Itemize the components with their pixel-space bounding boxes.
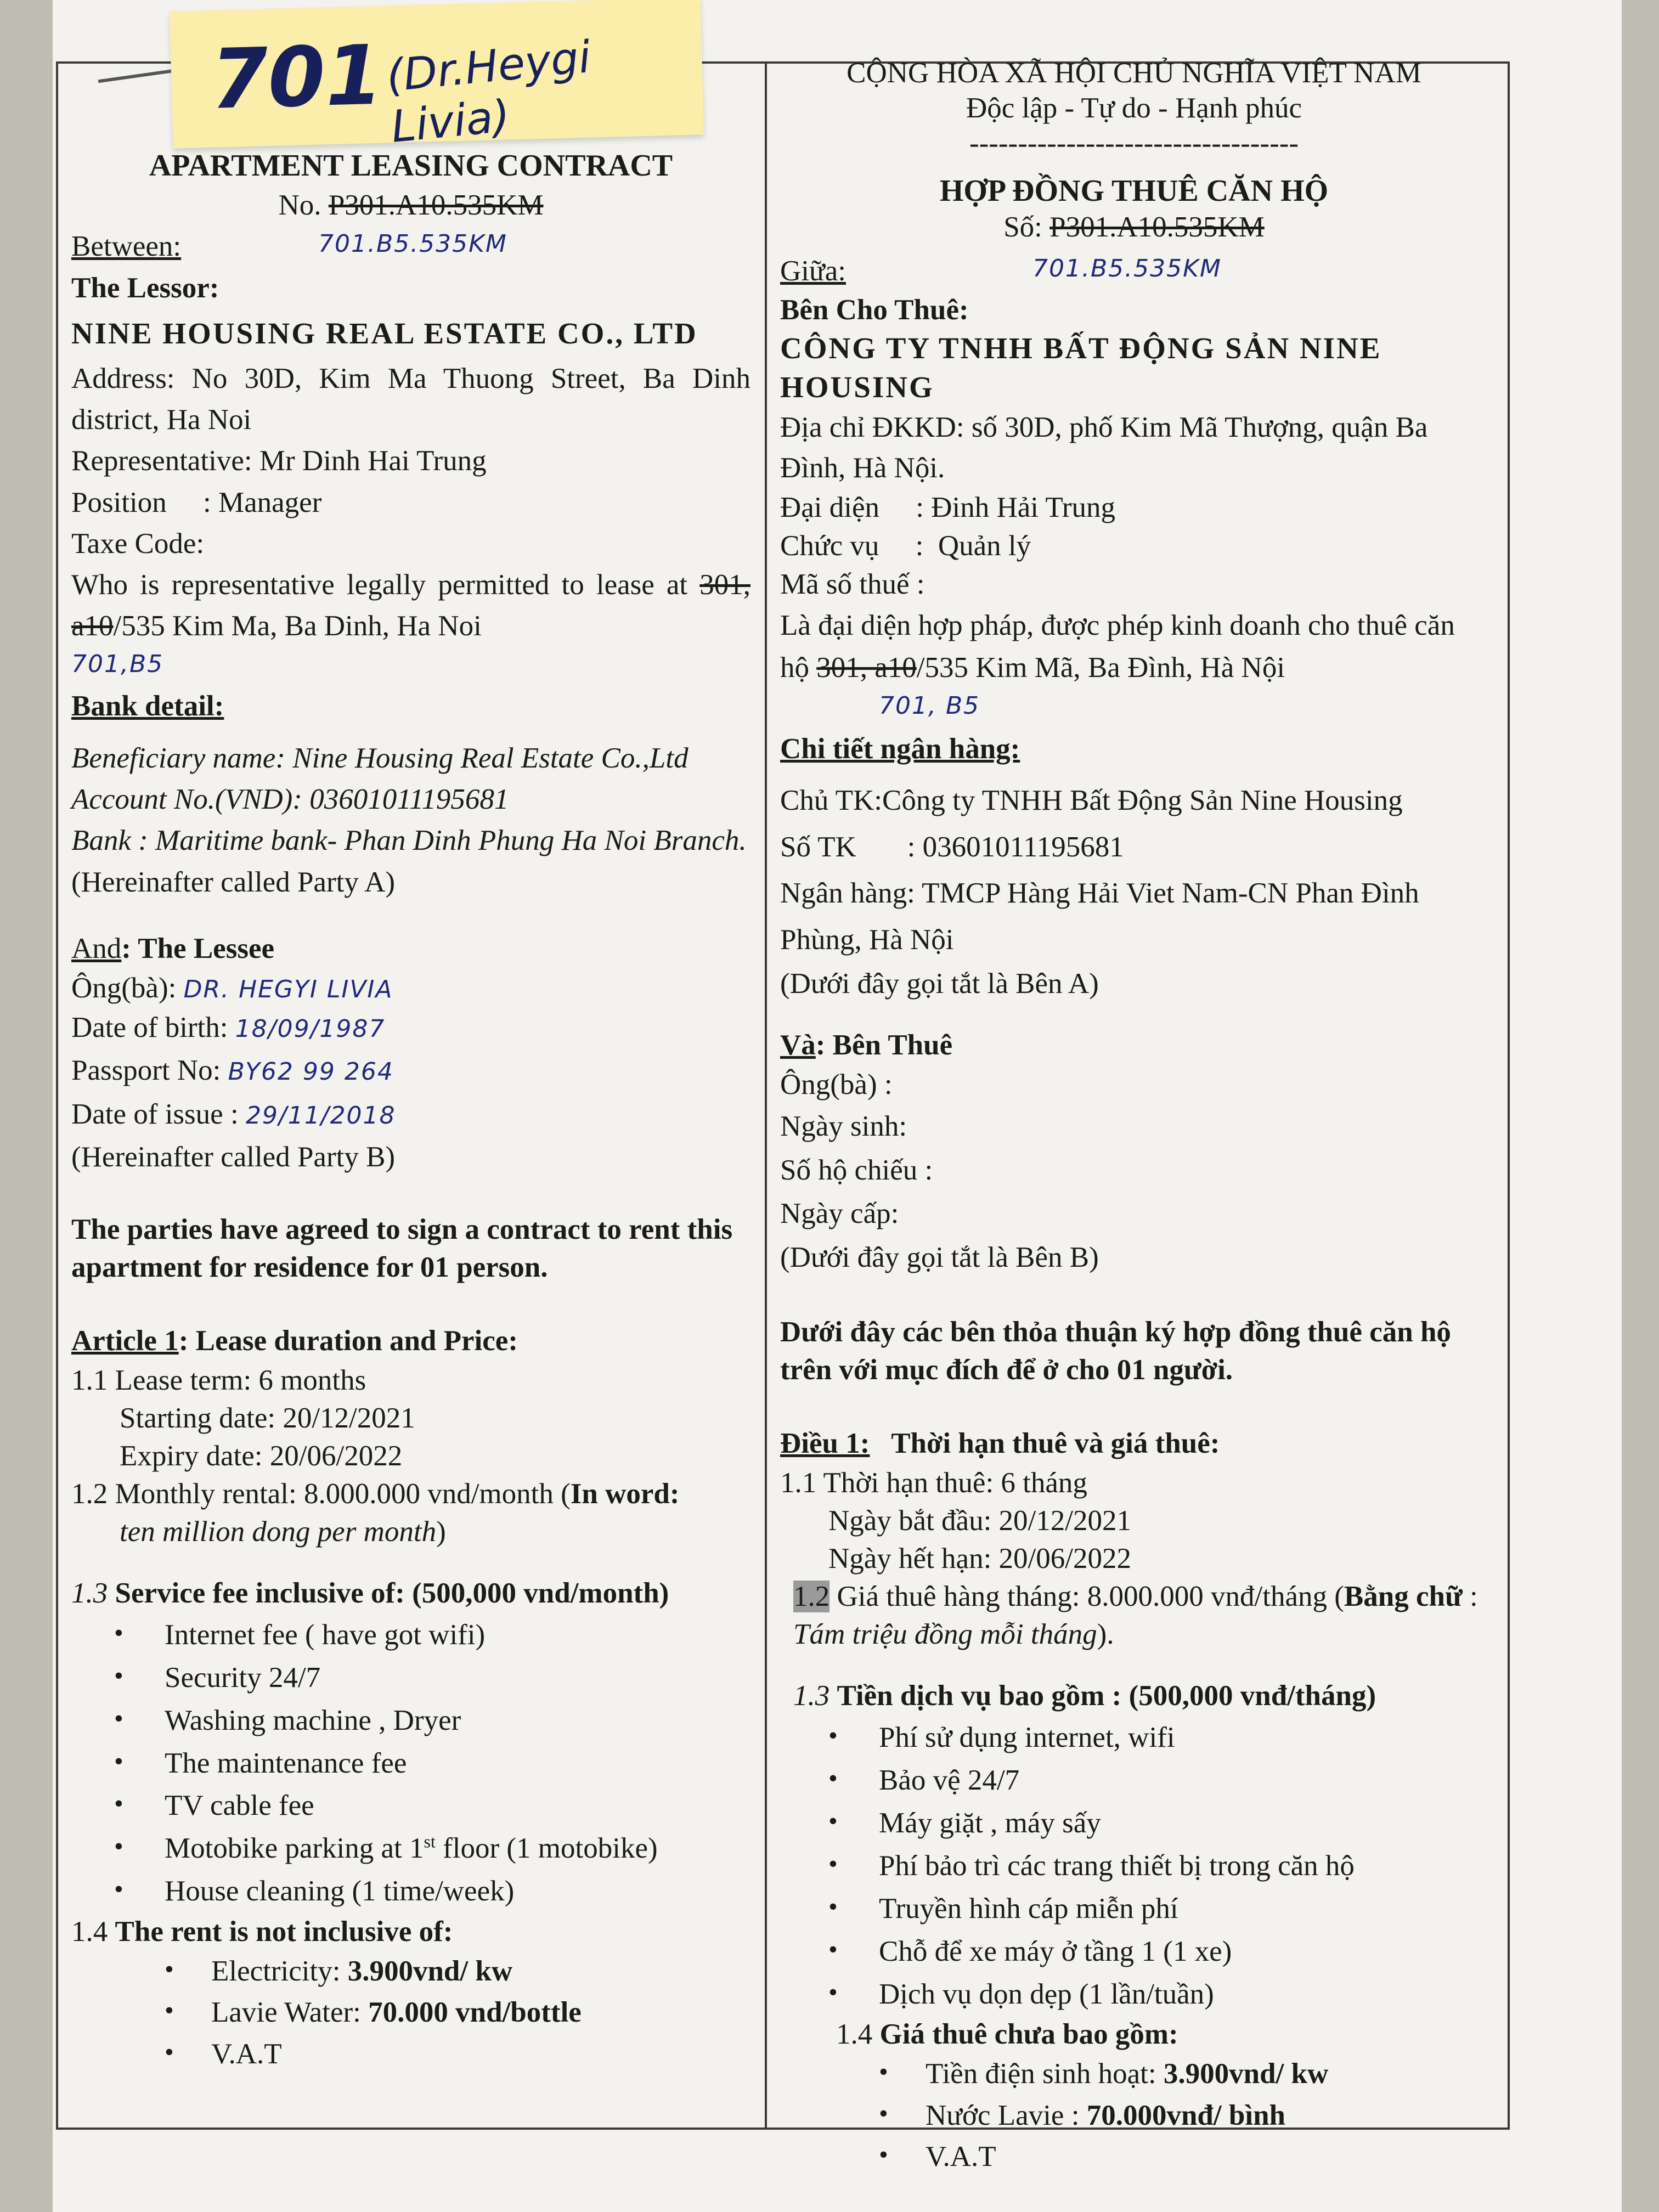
national-subtitle: Độc lập - Tự do - Hạnh phúc bbox=[966, 92, 1302, 125]
lessor-tax-code: Taxe Code: bbox=[71, 527, 205, 560]
not-included-heading: 1.4 The rent is not inclusive of: bbox=[71, 1916, 453, 1948]
list-item: • The maintenance fee bbox=[165, 1742, 751, 1785]
bank-name: Bank : Maritime bank- Phan Dinh Phung Ha Noi Branch. bbox=[71, 825, 747, 857]
handwritten-contract-number: 701.B5.535KM bbox=[318, 230, 507, 258]
lessor-representative: Representative: Mr Dinh Hai Trung bbox=[71, 445, 487, 477]
lessee-passport-row: Passport No: BY62 99 264 bbox=[71, 1054, 394, 1087]
not-included-list bbox=[71, 1951, 751, 2075]
lessee-heading: Và: Bên Thuê bbox=[780, 1029, 953, 1062]
article-1-heading: Điều 1: Thời hạn thuê và giá thuê: bbox=[780, 1427, 1220, 1460]
expiry-date: Expiry date: 20/06/2022 bbox=[120, 1440, 403, 1472]
list-item: • V.A.T bbox=[211, 2034, 751, 2075]
english-contract-number: No. P301.A10.535KM bbox=[278, 189, 544, 221]
bank-detail-heading: Bank detail: bbox=[71, 690, 224, 722]
list-item: • Phí sử dụng internet, wifi bbox=[879, 1717, 1488, 1759]
lessor-position: Chức vụ : Quản lý bbox=[780, 530, 1031, 562]
lessee-heading: And: The Lessee bbox=[71, 932, 274, 964]
handwritten-passport: BY62 99 264 bbox=[228, 1058, 394, 1086]
sticky-note bbox=[170, 0, 704, 153]
not-included-heading: 1.4 Giá thuê chưa bao gồm: bbox=[836, 2018, 1178, 2051]
vietnamese-column bbox=[780, 57, 1510, 2172]
list-item: • V.A.T bbox=[926, 2136, 1488, 2177]
lessor-label: Bên Cho Thuê: bbox=[780, 294, 969, 326]
list-item: • Electricity: 3.900vnd/ kw bbox=[211, 1951, 751, 1992]
handwritten-dob: 18/09/1987 bbox=[235, 1014, 386, 1043]
bank-holder: Chủ TK:Công ty TNHH Bất Động Sản Nine Housing bbox=[780, 784, 1403, 816]
list-item: • Chỗ để xe máy ở tầng 1 (1 xe) bbox=[879, 1931, 1488, 1973]
lessee-name-label: Ông(bà) : bbox=[780, 1069, 893, 1101]
english-column bbox=[71, 61, 757, 2130]
party-a-note: (Dưới đây gọi tắt là Bên A) bbox=[780, 968, 1099, 1000]
lessee-dob-label: Ngày sinh: bbox=[780, 1110, 907, 1143]
list-item: • Máy giặt , máy sấy bbox=[879, 1802, 1488, 1845]
list-item: • Bảo vệ 24/7 bbox=[879, 1759, 1488, 1802]
sticky-note-name: (Dr.Heygi Livia) bbox=[384, 31, 593, 153]
lessor-company: NINE HOUSING REAL ESTATE CO., LTD bbox=[71, 316, 698, 350]
party-b-note: (Dưới đây gọi tắt là Bên B) bbox=[780, 1241, 1099, 1273]
list-item: • Nước Lavie : 70.000vnđ/ bình bbox=[926, 2095, 1488, 2136]
bank-account: Số TK : 03601011195681 bbox=[780, 831, 1124, 863]
list-item: • Tiền điện sinh hoạt: 3.900vnd/ kw bbox=[926, 2053, 1488, 2095]
handwritten-unit: 701,B5 bbox=[71, 650, 164, 678]
list-item: • Phí bảo trì các trang thiết bị trong căn hộ bbox=[879, 1845, 1488, 1888]
agreement-statement: Dưới đây các bên thỏa thuận ký hợp đồng thuê căn hộ trên với mục đích để ở cho 01 người. bbox=[780, 1316, 1451, 1386]
handwritten-issue-date: 29/11/2018 bbox=[245, 1102, 396, 1130]
list-item: • Washing machine , Dryer bbox=[165, 1700, 751, 1742]
party-b-note: (Hereinafter called Party B) bbox=[71, 1141, 396, 1173]
service-list bbox=[71, 1614, 751, 1913]
lessee-issue-row: Date of issue : 29/11/2018 bbox=[71, 1098, 396, 1131]
list-item: • Dịch vụ dọn dẹp (1 lần/tuần) bbox=[879, 1973, 1488, 2016]
start-date: Ngày bắt đầu: 20/12/2021 bbox=[828, 1505, 1131, 1537]
service-list bbox=[780, 1717, 1488, 2016]
agreement-statement: The parties have agreed to sign a contract to rent this apartment for residence for 01 person. bbox=[71, 1214, 733, 1283]
article-1-heading: Article 1: Lease duration and Price: bbox=[71, 1324, 518, 1357]
english-title: APARTMENT LEASING CONTRACT bbox=[149, 149, 673, 183]
list-item: • Truyền hình cáp miễn phí bbox=[879, 1888, 1488, 1931]
struck-contract-number: P301.A10.535KM bbox=[328, 189, 544, 221]
list-item: • House cleaning (1 time/week) bbox=[165, 1870, 751, 1913]
expiry-date: Ngày hết hạn: 20/06/2022 bbox=[828, 1543, 1131, 1575]
lessee-issue-label: Ngày cấp: bbox=[780, 1198, 899, 1230]
bank-detail-heading: Chi tiết ngân hàng: bbox=[780, 732, 1020, 765]
list-item: • Security 24/7 bbox=[165, 1657, 751, 1700]
service-fee-heading: 1.3 Service fee inclusive of: (500,000 vnd/month) bbox=[71, 1577, 669, 1609]
sticky-note-number: 701 bbox=[209, 27, 384, 128]
lessor-position: Position : Manager bbox=[71, 486, 322, 518]
lessor-authority: Là đại diện hợp pháp, được phép kinh doanh cho thuê căn hộ 301, a10/535 Kim Mã, Ba Đình, Hà Nội bbox=[780, 609, 1455, 684]
starting-date: Starting date: 20/12/2021 bbox=[120, 1402, 415, 1434]
lessee-name-row: Ông(bà): DR. HEGYI LIVIA bbox=[71, 972, 393, 1005]
lessor-authority: Who is representative legally permitted to lease at 301, a10/535 Kim Ma, Ba Dinh, Ha Noi bbox=[71, 569, 751, 642]
lessor-company: CÔNG TY TNHH BẤT ĐỘNG SẢN NINE HOUSING bbox=[780, 331, 1382, 404]
lessor-address: Địa chỉ ĐKKD: số 30D, phố Kim Mã Thượng, quận Ba Đình, Hà Nội. bbox=[780, 411, 1428, 484]
lessor-label: The Lessor: bbox=[71, 272, 219, 304]
national-motto: CỘNG HÒA XÃ HỘI CHỦ NGHĨA VIỆT NAM bbox=[847, 57, 1421, 89]
vietnamese-title: HỢP ĐỒNG THUÊ CĂN HỘ bbox=[939, 174, 1329, 208]
lessee-dob-row: Date of birth: 18/09/1987 bbox=[71, 1011, 386, 1043]
not-included-list bbox=[780, 2053, 1488, 2177]
between-row bbox=[71, 226, 751, 267]
handwritten-contract-number: 701.B5.535KM bbox=[1032, 255, 1222, 283]
service-fee-heading: 1.3 Tiền dịch vụ bao gồm : (500,000 vnđ/tháng) bbox=[793, 1679, 1376, 1712]
vietnamese-contract-number: Số: P301.A10.535KM bbox=[1003, 211, 1265, 244]
lessor-tax-code: Mã số thuế : bbox=[780, 568, 925, 601]
bank-name: Ngân hàng: TMCP Hàng Hải Viet Nam-CN Phan Đình Phùng, Hà Nội bbox=[780, 877, 1419, 956]
header-divider: ---------------------------------- bbox=[969, 127, 1299, 159]
lessee-passport-label: Số hộ chiếu : bbox=[780, 1154, 933, 1186]
monthly-rental: 1.2 Monthly rental: 8.000.000 vnd/month (In word: ten million dong per month) bbox=[71, 1477, 680, 1548]
party-a-note: (Hereinafter called Party A) bbox=[71, 866, 396, 898]
lessor-representative: Đại diện : Đinh Hải Trung bbox=[780, 491, 1115, 523]
monthly-rental: 1.2 Giá thuê hàng tháng: 8.000.000 vnđ/tháng (Bằng chữ : Tám triệu đồng mỗi tháng). bbox=[793, 1581, 1478, 1650]
handwritten-unit: 701, B5 bbox=[879, 691, 980, 720]
giua-row: Giữa: 701.B5.535KM bbox=[780, 251, 1488, 292]
column-divider bbox=[765, 61, 767, 2130]
list-item: • Internet fee ( have got wifi) bbox=[165, 1614, 751, 1657]
handwritten-lessee-name: DR. HEGYI LIVIA bbox=[183, 975, 393, 1004]
bank-beneficiary: Beneficiary name: Nine Housing Real Estate Co.,Ltd bbox=[71, 742, 689, 774]
list-item: • Motobike parking at 1st floor (1 motobike) bbox=[165, 1827, 751, 1870]
list-item: • TV cable fee bbox=[165, 1785, 751, 1827]
lessor-address: Address: No 30D, Kim Ma Thuong Street, Ba Dinh district, Ha Noi bbox=[71, 362, 751, 436]
bank-account: Account No.(VND): 03601011195681 bbox=[71, 783, 509, 816]
list-item: • Lavie Water: 70.000 vnd/bottle bbox=[211, 1992, 751, 2033]
lease-term: 1.1 Lease term: 6 months bbox=[71, 1364, 366, 1397]
between-label: Between: bbox=[71, 230, 182, 263]
lease-term: 1.1 Thời hạn thuê: 6 tháng bbox=[780, 1467, 1087, 1499]
